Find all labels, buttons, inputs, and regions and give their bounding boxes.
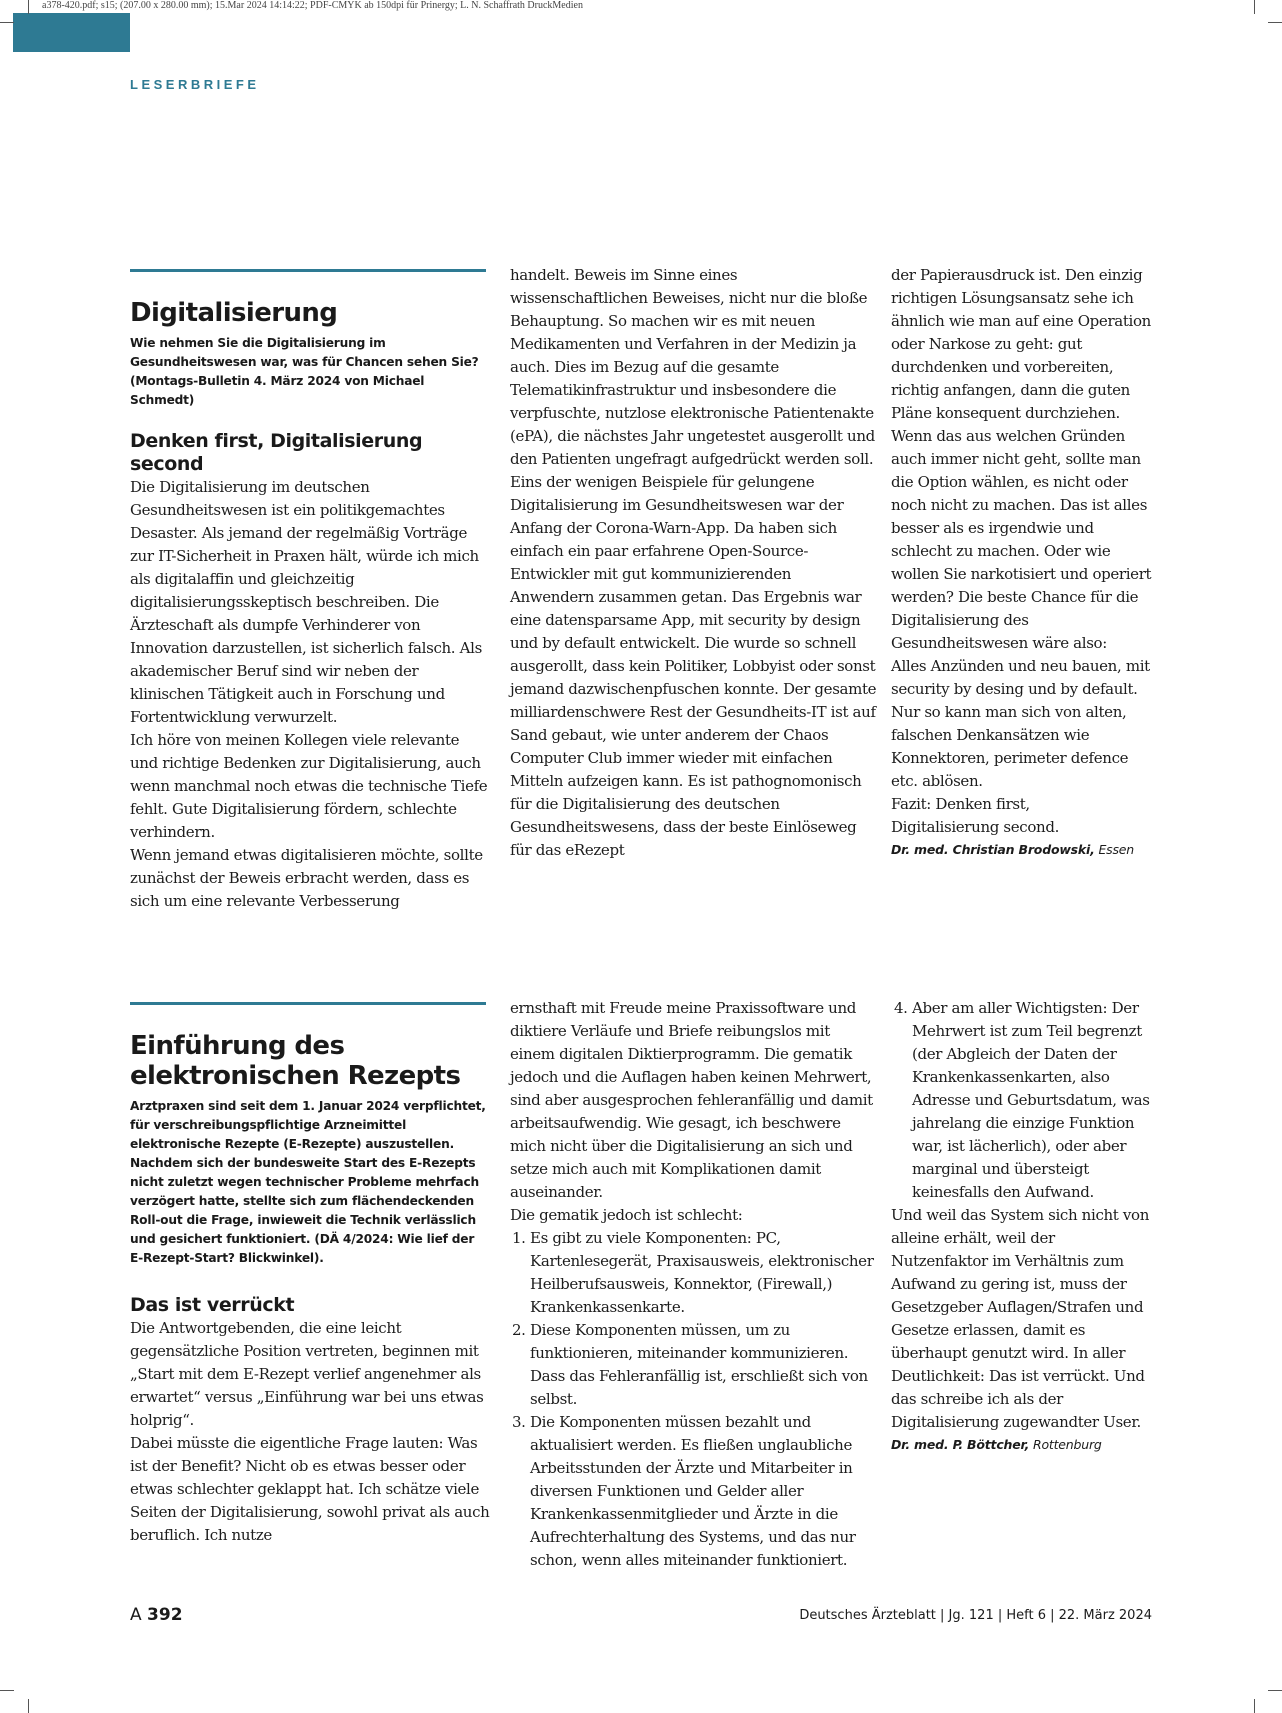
crop-mark	[1268, 1690, 1282, 1691]
paragraph: Fazit: Denken first,	[891, 795, 1030, 813]
article-lead: Wie nehmen Sie die Digitalisierung im Gesundheitswesen war, was für Chancen sehen Sie? (Montags-Bulletin 4. März 2024 von Michael Schmedt)	[130, 336, 479, 407]
crop-mark	[28, 1699, 29, 1713]
article-body	[130, 1317, 490, 1547]
author-city: Rottenburg	[1032, 1437, 1102, 1452]
list-item: 2. Diese Komponenten müssen, um zu funktionieren, miteinander kommunizieren. Dass das Fehleranfällig ist, erschließt sich von selbst.	[530, 1319, 878, 1411]
author-signature	[891, 1434, 1153, 1455]
paragraph: Und weil das System sich nicht von alleine erhält, weil der Nutzenfaktor im Verhältnis zum Aufwand zu gering ist, muss der Gesetzgeber Auflagen/Strafen und Gesetze erlassen, damit es überhaupt genutzt wird. In aller Deutlichkeit: Das ist verrückt. Und das schreibe ich als der Digitalisierung zugewandter User.	[891, 1206, 1150, 1431]
article-subhead: Denken first, Digitalisierung second	[130, 430, 423, 475]
page-number-value: 392	[147, 1605, 183, 1625]
column-2	[510, 266, 878, 862]
column-1	[130, 1003, 490, 1547]
paragraph: der Papierausdruck ist. Den einzig richtigen Lösungsansatz sehe ich ähnlich wie man auf eine Operation oder Narkose zu geht: gut durchdenken und vorbereiten, richtig anfangen, dann die guten Pläne konsequent durchziehen. Wenn das aus welchen Gründen auch immer nicht geht, sollte man die Option wählen, es nicht oder noch nicht zu machen. Das ist alles besser als es irgendwie und schlecht zu machen. Oder wie wollen Sie narkotisiert und operiert werden? Die beste Chance für die Digitalisierung des Gesundheitswesen wäre also:	[891, 266, 1152, 652]
column-3	[891, 266, 1153, 860]
author-city: Essen	[1098, 842, 1134, 857]
crop-mark	[1268, 22, 1282, 23]
paragraph: Die Digitalisierung im deutschen Gesundheitswesen ist ein politikgemachtes Desaster. Als jemand der regelmäßig Vorträge zur IT-Sicherheit in Praxen hält, würde ich mich als digitalaffin und gleichzeitig digitalisierungsskeptisch beschreiben. Die Ärzteschaft als dumpfe Verhinderer von Innovation darzustellen, ist sicherlich falsch. Als akademischer Beruf sind wir neben der klinischen Tätigkeit auch in Forschung und Fortentwicklung verwurzelt.	[130, 478, 482, 726]
paragraph: Wenn jemand etwas digitalisieren möchte, sollte zunächst der Beweis erbracht werden, dass es sich um eine relevante Verbesserung	[130, 846, 483, 910]
crop-mark	[1254, 0, 1255, 14]
paragraph: handelt. Beweis im Sinne eines wissenschaftlichen Beweises, nicht nur die bloße Behauptung. So machen wir es mit neuen Medikamenten und Verfahren in der Medizin ja auch. Dies im Bezug auf die gesamte Telematikinfrastruktur und insbesondere die verpfuschte, nutzlose elektronische Patientenakte (ePA), die nächstes Jahr ungetestet ausgerollt und den Patienten ungefragt aufgedrückt werden soll. Eins der wenigen Beispiele für gelungene Digitalisierung im Gesundheitswesen war der Anfang der Corona-Warn-App. Da haben sich einfach ein paar erfahrene Open-Source-Entwickler mit gut kommunizierenden Anwendern zusammen getan. Das Ergebnis war eine datensparsame App, mit security by design und by default entwickelt. Die wurde so schnell ausgerollt, dass kein Politiker, Lobbyist oder sonst jemand dazwischenpfuschen konnte. Der gesamte milliardenschwere Rest der Gesundheits-IT ist auf Sand gebaut, wie unter anderem der Chaos Computer Club immer wieder mit einfachen Mitteln aufzeigen kann. Es ist pathognomonisch für die Digitalisierung des deutschen Gesundheitswesens, dass der beste Einlöseweg für das eRezept	[510, 266, 877, 859]
paragraph: Die gematik jedoch ist schlecht:	[510, 1206, 743, 1224]
article-lead: Arztpraxen sind seit dem 1. Januar 2024 verpflichtet, für verschreibungspflichtige Arzneimittel elektronische Rezepte (E-Rezepte) auszustellen. Nachdem sich der bundesweite Start des E-Rezepts nicht zuletzt wegen technischer Probleme mehrfach verzögert hatte, stellte sich zum flächendeckenden Roll-out die Frage, inwieweit die Technik verlässlich und gesichert funktioniert. (DÄ 4/2024: Wie lief der E-Rezept-Start? Blickwinkel).	[130, 1099, 486, 1265]
paragraph: ernsthaft mit Freude meine Praxissoftware und diktiere Verläufe und Briefe reibungslos mit einem digitalen Diktierprogramm. Die gematik jedoch und die Auflagen haben keinen Mehrwert, sind aber ausgesprochen fehleranfällig und damit arbeitsaufwendig. Wie gesagt, ich beschwere mich nicht über die Digitalisierung an sich und setze mich auch mit Komplikationen damit auseinander.	[510, 999, 873, 1201]
column-1	[130, 270, 490, 913]
crop-mark	[28, 0, 29, 14]
article-subhead: Das ist verrückt	[130, 1294, 295, 1316]
crop-mark	[1254, 1699, 1255, 1713]
article-body	[891, 264, 1153, 839]
author-name: Dr. med. Christian Brodowski,	[891, 842, 1095, 857]
article-title: Digitalisierung	[130, 298, 338, 328]
crop-mark	[0, 1690, 14, 1691]
article-body	[510, 997, 878, 1572]
numbered-list-continued	[891, 997, 1153, 1204]
journal-info: Deutsches Ärzteblatt | Jg. 121 | Heft 6 | 22. März 2024	[799, 1608, 1152, 1623]
paragraph: Digitalisierung second.	[891, 818, 1060, 836]
article-title: Einführung des elektronischen Rezepts	[130, 1031, 461, 1091]
column-2	[510, 999, 878, 1572]
paragraph: Alles Anzünden und neu bauen, mit security by desing und by default. Nur so kann man sich von alten, falschen Denkansätzen wie Konnektoren, perimeter defence etc. ablösen.	[891, 657, 1150, 790]
paragraph: Ich höre von meinen Kollegen viele relevante und richtige Bedenken zur Digitalisierung, auch wenn manchmal noch etwas die technische Tiefe fehlt. Gute Digitalisierung fördern, schlechte verhindern.	[130, 731, 488, 841]
article-body	[130, 476, 490, 913]
print-slug: a378-420.pdf; s15; (207.00 x 280.00 mm); 15.Mar 2024 14:14:22; PDF-CMYK ab 150dpi für Prinergy; L. N. Schaffrath DruckMedien	[42, 0, 583, 11]
section-label: LESERBRIEFE	[130, 77, 260, 92]
paragraph: Die Antwortgebenden, die eine leicht gegensätzliche Position vertreten, beginnen mit „Start mit dem E-Rezept verlief angenehmer als erwartet“ versus „Einführung war bei uns etwas holprig“.	[130, 1319, 484, 1429]
page-prefix: A	[130, 1605, 142, 1625]
author-signature	[891, 839, 1153, 860]
column-3	[891, 999, 1153, 1455]
corner-color-tab	[13, 13, 130, 52]
paragraph: Dabei müsste die eigentliche Frage lauten: Was ist der Benefit? Nicht ob es etwas besser oder etwas schlechter geklappt hat. Ich schätze viele Seiten der Digitalisierung, sowohl privat als auch beruflich. Ich nutze	[130, 1434, 490, 1544]
crop-mark	[0, 22, 14, 23]
list-item: 4. Aber am aller Wichtigsten: Der Mehrwert ist zum Teil begrenzt (der Abgleich der Daten der Krankenkassenkarten, also Adresse und Geburtsdatum, was jahrelang die einzige Funktion war, ist lächerlich), oder aber marginal und übersteigt keinesfalls den Aufwand.	[912, 997, 1153, 1204]
author-name: Dr. med. P. Böttcher,	[891, 1437, 1030, 1452]
page-number	[130, 1605, 183, 1625]
numbered-list	[510, 1227, 878, 1572]
article-body	[510, 264, 878, 862]
list-item: 3. Die Komponenten müssen bezahlt und aktualisiert werden. Es fließen unglaubliche Arbeitsstunden der Ärzte und Mitarbeiter in diversen Funktionen und Gelder aller Krankenkassenmitglieder und Ärzte in die Aufrechterhaltung des Systems, und das nur schon, wenn alles miteinander funktioniert.	[530, 1411, 878, 1572]
list-item: 1. Es gibt zu viele Komponenten: PC, Kartenlesegerät, Praxisausweis, elektronischer Heilberufsausweis, Konnektor, (Firewall,) Krankenkassenkarte.	[530, 1227, 878, 1319]
article-body	[891, 997, 1153, 1434]
